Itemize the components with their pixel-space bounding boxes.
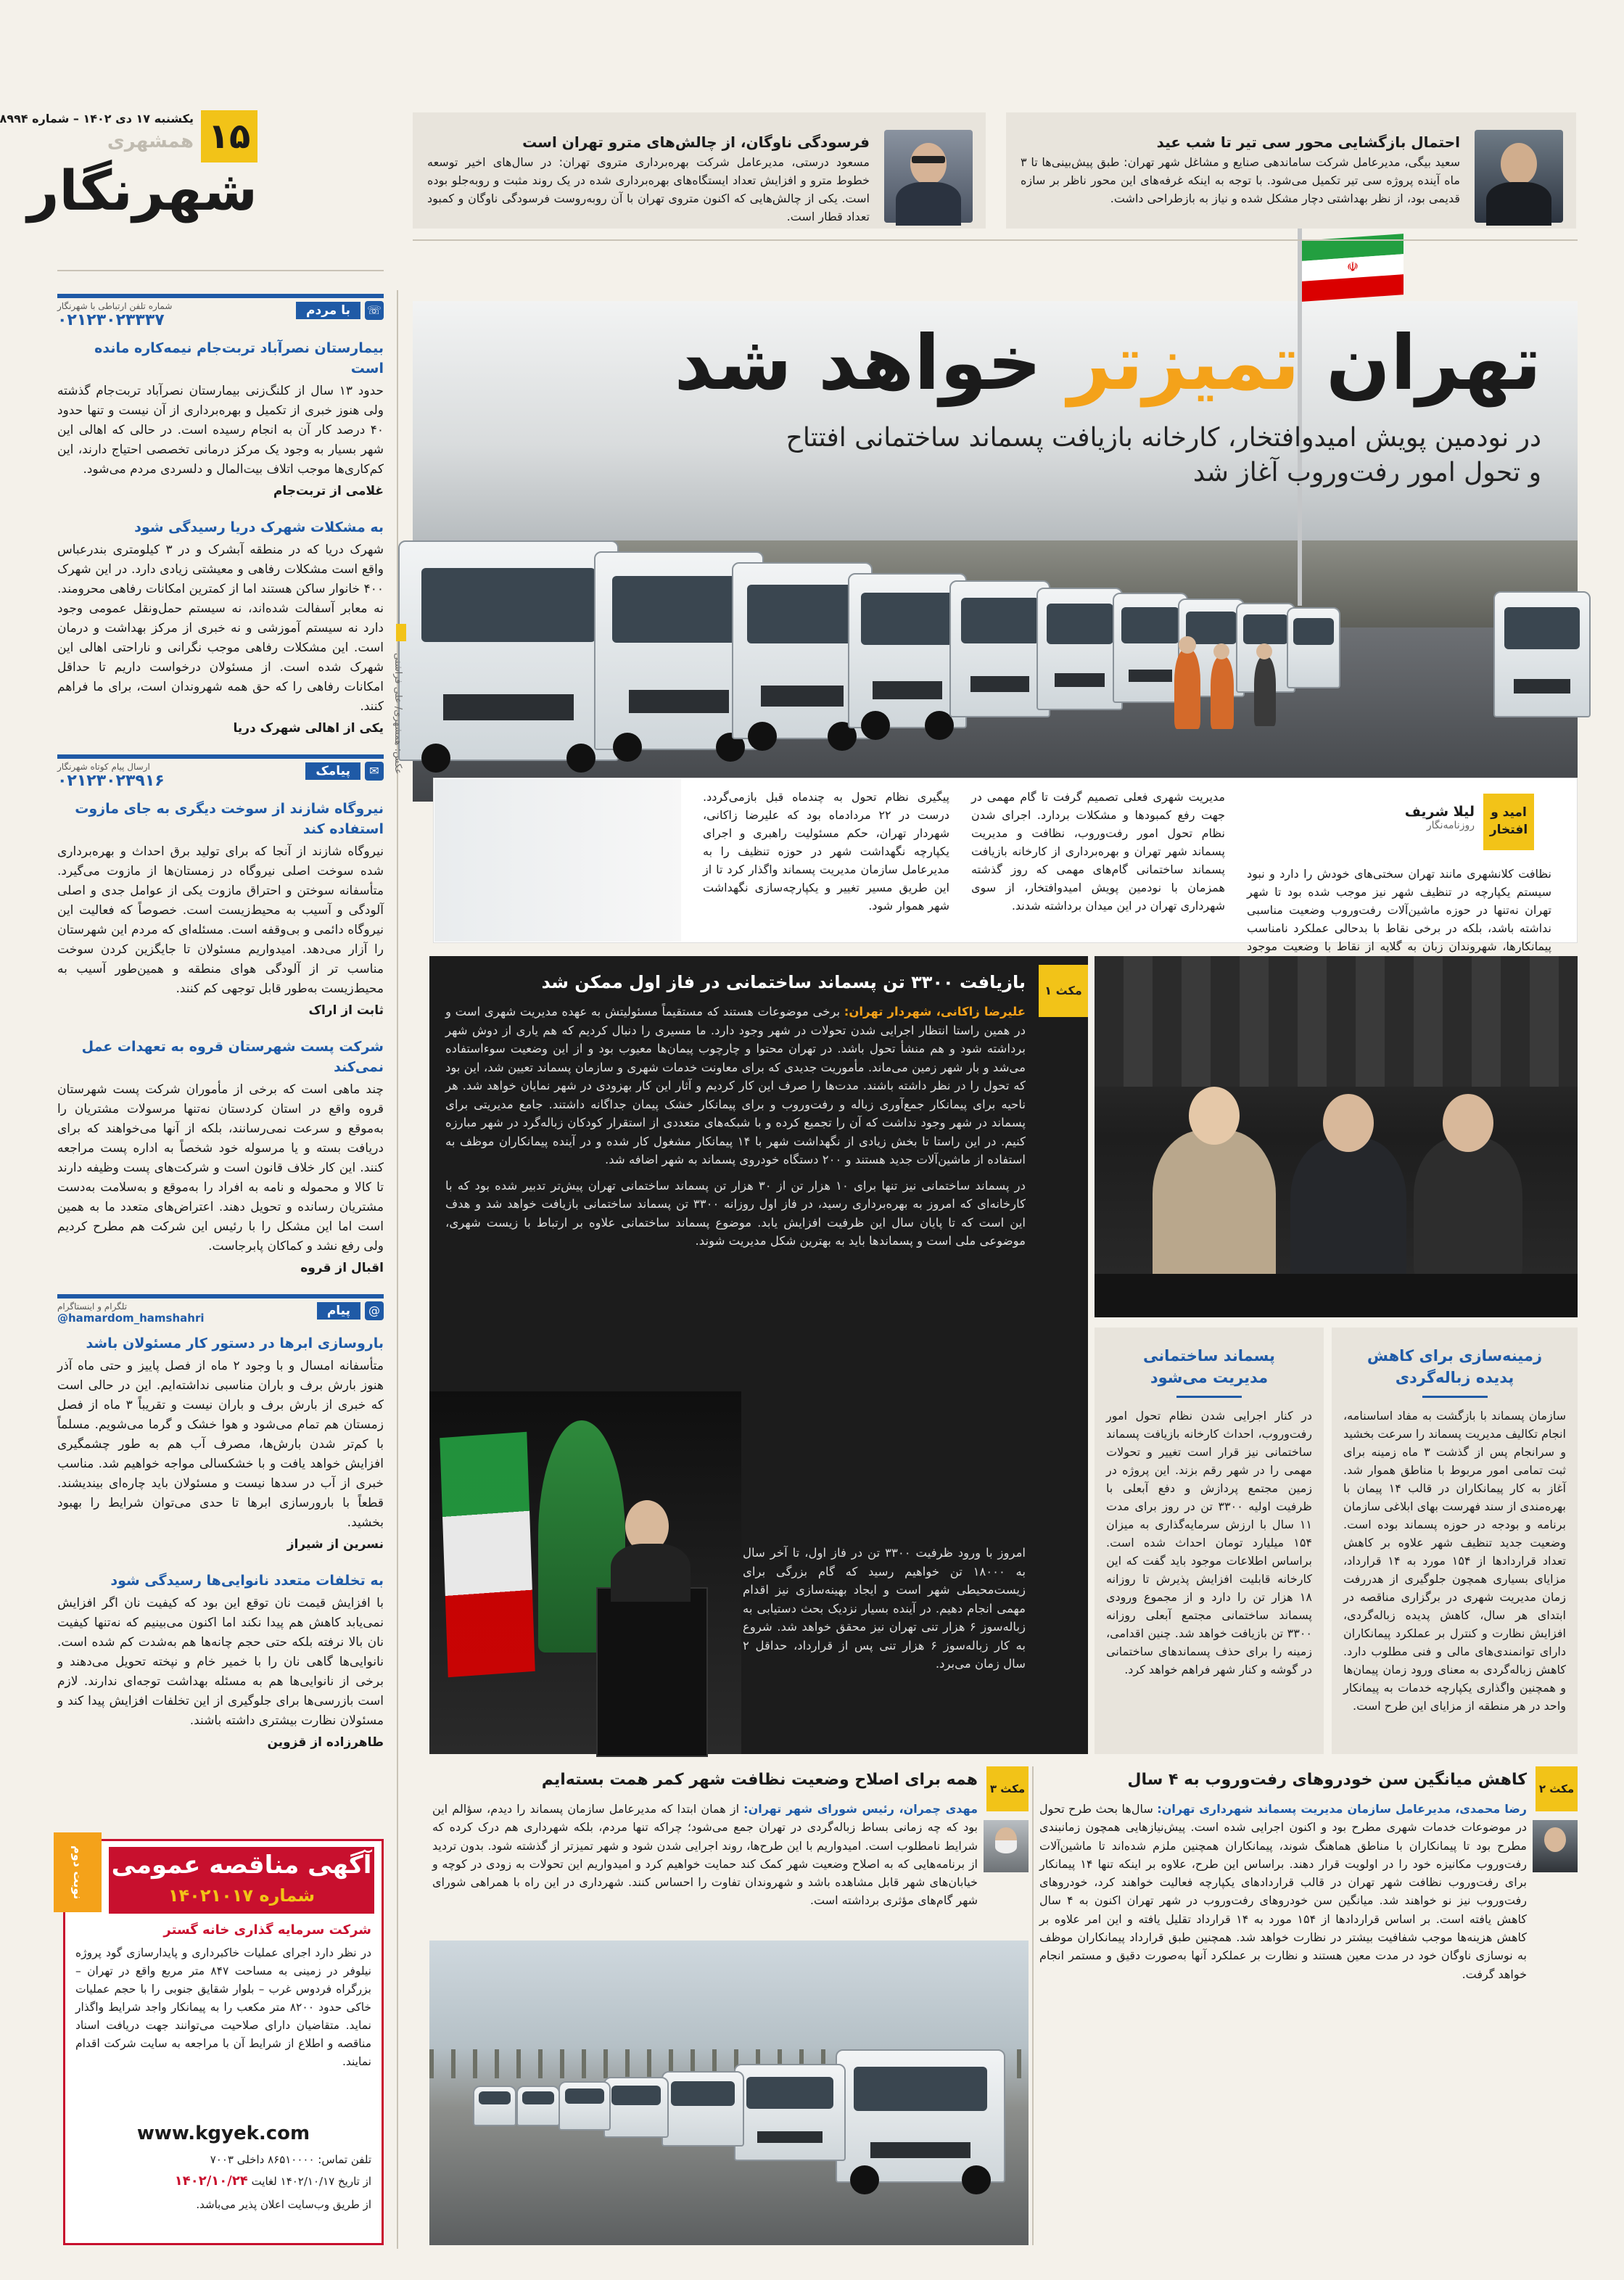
masthead (0, 102, 263, 239)
title-line: پدیده زباله‌گردی (1395, 1369, 1514, 1386)
worker (1211, 657, 1234, 729)
tender-site[interactable]: www.kgyek.com (136, 2123, 310, 2144)
paragraph: مدیریت شهری فعلی تصمیم گرفت تا گام مهمی در جهت رفع کمبودها و مشکلات بردارد. اجرای شدن نظام تحول امور رفت‌وروب، نظافت و مدیریت پسماند شهر تهران و بهره‌برداری از کارخانه بازیافت پسماند ساختمانی گام‌های مهمی که روز گذشته همزمان با نودمین پویش امیدوافتخار، از سوی شهرداری تهران در این میدان برداشته شدند. (971, 790, 1225, 913)
attendee (1153, 1130, 1276, 1290)
paragraph: نظافت کلانشهری مانند تهران سختی‌های خودش را دارد و نبود سیستم یکپارچه در تنظیف شهر نیز موجب شده بود تا شهر تهران نه‌تنها در حوزه ماشین‌آلات رفت‌وروب وضعیت مناسبی نداشته باشد، بلکه در برخی نقاط با بدحالی عملکرد نامناسب پیمانکارها، شهروندان زبان به گلایه از نقاط با وضعیت موجود (1247, 867, 1551, 953)
page-number: ۱۵ (207, 116, 251, 157)
lead-col-1b (971, 788, 1225, 922)
podium (596, 1587, 708, 1757)
tender-title: آگهی مناقصه عمومی (111, 1851, 372, 1880)
item-body: حدود ۱۳ سال از کلنگ‌زنی بیمارستان نصرآباد تربت‌جام گذشته ولی هنوز خبری از تکمیل و بهره‌برداری از آن نیست و تنها حدود ۴۰ درصد کار آن به انجام رسیده است. در حالی که اهالی این شهر بسیار به وجود یک مرکز درمانی تخصصی احتیاج دارند، این کم‌کاری‌ها موجب اتلاف بیت‌المال و دلسردی مردم می‌شود. (57, 384, 384, 477)
sidebar-section-bamardom (57, 294, 384, 736)
paragraph: پیگیری نظام تحول به چندماه قبل بازمی‌گردد. درست در ۲۲ مردادماه بود که علیرضا زاکانی، شهردار تهران، حکم مسئولیت راهبری و اجرای یکپارچه نگهداشت شهر در حوزه تنظیف را به مدیرعامل سازمان مدیریت پسماند واگذار کرد تا از این طریق مسیر تغییر و یکپارچه‌سازی نگهداشت شهر هموار شود. (703, 790, 950, 913)
tender-dates (75, 2173, 371, 2189)
truck (661, 2071, 744, 2147)
title-line: مدیریت می‌شود (1150, 1369, 1269, 1386)
social-handle[interactable]: @hamardom_hamshahri (57, 1312, 205, 1325)
photo-credit: عکس: همشهری/ علی فراشنی (392, 653, 403, 775)
iran-flag-icon (440, 1432, 535, 1677)
title-line: پسماند ساختمانی (1143, 1347, 1275, 1365)
truck (1287, 607, 1340, 688)
body-text: سال‌ها بحث طرح تحول در موضوعات خدمات شهری مطرح بود و اکنون اجرایی شده است. پیش‌نیازهایی همچون زمانبندی مطرح بود تا پیمانکاران با مناطق هماهنگ شوند، پیمانکاران همچنین ملزم شده‌اند تا ماشین‌آلات رفت‌وروب مکانیزه خود را در اولویت قرار دهند. براساس این طرح، علاوه بر اینکه تنها ۱۴ پیمانکار برای رفت‌وروب نظافت شهر تهران در قالب قراردادهای یکپارچه فعالیت خواهند کرد، خودروهای رفت‌وروب نیز نو خواهند شد. میانگین سن خودروهای رفت‌وروب در شهر تهران اکنون به ۴ سال کاهش یافته است. بر اساس قراردادها از ۱۵۴ مورد به ۱۴ قرارداد تقلیل یافته و این امر علاوه بر کاهش هزینه‌ها موجب شفافیت بیشتر در نظارت خواهد شد. همچنین طبق قرارداد پیمانکاران موظف به نوسازی ناوگان خود در مدت معین هستند و نظارت بر عملکرد آنها به‌صورت دقیق و مستمر انجام خواهد گرفت. (1039, 1802, 1527, 1981)
truck (1036, 588, 1123, 710)
phone-icon: ☏ (365, 301, 384, 320)
headline-pre: تهران (1326, 318, 1541, 407)
subtitle-line: و تحول امور رفت‌وروب آغاز شد (1192, 458, 1541, 487)
mekat-label-text: مکث ۱ (1044, 984, 1082, 997)
paragraph (432, 1800, 978, 1910)
paragraph (1039, 1800, 1527, 1983)
headline-highlight: تمیزتر (1068, 318, 1300, 407)
logo-top: همشهری (107, 131, 194, 152)
article-tag (1483, 794, 1534, 850)
truck (398, 540, 619, 761)
top-quote-2 (413, 112, 986, 229)
section-header (57, 294, 384, 329)
worker (1174, 649, 1200, 729)
page-number-badge (201, 110, 257, 162)
mekat-label-text: مکث ۲ (1538, 1782, 1575, 1795)
mekat-label (986, 1766, 1029, 1811)
headline (675, 316, 1541, 410)
truck (949, 580, 1050, 717)
truck (473, 2086, 516, 2126)
tag-line: امید و (1491, 805, 1527, 820)
byline: مهدی چمران، رئیس شورای شهر تهران: (743, 1802, 978, 1816)
item-title: باروسازی ابرها در دستور کار مسئولان باشد (86, 1336, 384, 1351)
sidebar (57, 294, 384, 1795)
phone-caption: تلگرام و اینستاگرام (57, 1301, 128, 1312)
phone-caption: شماره تلفن ارتباطی با شهرنگار (57, 301, 173, 311)
item-body: شهرک دریا که در منطقه آبشرک و در ۳ کیلومتری بندرعباس واقع است مشکلات رفاهی و معیشتی زیادی دارد. در این شهرک ۴۰۰ خانوار ساکن هستند اما از کمترین امکانات رفاهی محرومند. نه معابر آسفالت شده‌اند، نه سیستم حمل‌ونقل عمومی وجود دارد نه سیستم آموزشی و نه خبری از مرکز بهداشت و درمان است. این مشکلات رفاهی موجب نگرانی و ناراحتی اهالی این شهرک شده است. از مسئولان درخواست داریم تا حداقل امکانات رفاهی را که حق همه شهروندان است، برای ما فراهم کنند. (57, 543, 384, 714)
hero-photo (413, 259, 1578, 802)
author-block (1319, 804, 1475, 831)
top-divider (413, 239, 1578, 241)
mekat-title: همه برای اصلاح وضعیت نظافت شهر کمر همت بسته‌ایم (541, 1771, 978, 1789)
headline-post: خواهد شد (674, 318, 1042, 407)
box-body: در کنار اجرایی شدن نظام تحول امور رفت‌وروب، احداث کارخانه بازیافت پسماند ساختمانی نیز قرار است تغییر و تحولات مهمی را در شهر رقم بزند. این پروژه در زمین مجتمع پردازش و دفع آبعلی با ظرفیت اولیه ۳۳۰۰ تن در روز برای مدت ۱۱ سال با ارزش سرمایه‌گذاری به میزان ۱۵۴ میلیارد تومان احداث شده است. براساس اطلاعات موجود باید گفت که این کارخانه قابلیت افزایش پذیرش تا روزانه ۱۸ هزار تن را دارد و از مجموع ورودی پسماند ساختمانی مجتمع آبعلی روزانه ۳۳۰۰ تن بازیافت خواهد شد. چنین اقدامی، زمینه را برای حذف پسماندهای ساختمانی در گوشه و کنار شهر فراهم خواهد کرد. (1106, 1409, 1313, 1676)
speaker-photo (429, 1391, 741, 1754)
headline-subtitle (780, 421, 1541, 490)
tag-line: افتخار (1489, 823, 1528, 837)
box-title (1343, 1345, 1566, 1388)
photo-marker-icon (396, 624, 406, 641)
paragraph: در پسماند ساختمانی نیز تنها برای ۱۰ هزار تن از ۳۰ هزار تن پسماند ساختمانی تهران پیش‌تر تدبیر شده بود که با کارخانه‌ای که امروز به بهره‌برداری رسید، در فاز اول روزانه ۳۳۰۰ تن پسماند ساختمانی بازیافت خواهد شد و هدف این است که تا پایان سال این ظرفیت افزایش یابد. موضوع پسماند ساختمانی علاوه بر ارتباط با زیست شهری، موضوعی ملی است و پسماند‌ها باید به بهترین شکل مدیریت شوند. (445, 1178, 1026, 1248)
byline: علیرضا زاکانی، شهردار تهران: (844, 1005, 1026, 1018)
worker-head (1213, 643, 1229, 659)
item-title: به مشکلات شهرک دریا رسیدگی شود (134, 519, 384, 535)
quote-title: احتمال بازگشایی محور سی تیر تا شب عید (1156, 133, 1460, 151)
paragraph (445, 1003, 1026, 1169)
iran-flag-icon: ☫ (1302, 234, 1404, 302)
item-body: نیروگاه شازند از آنجا که برای تولید برق احداث و بهره‌برداری شده سوخت اصلی نیروگاه در زمستان‌ها از مازوت می‌گیرد. متأسفانه سوختن و احتراق مازوت یکی از عوامل جدی و اصلی آلودگی و آسیب به محیط‌زیست است. خصوصاً که فعالیت این نیروگاه دائمی و بی‌وقفه است. مسئله‌ای که مردم این شهرستان را آزار می‌دهد. امیدواریم مسئولان تا جایگزین کردن سوخت مناسب تر از آلودگی هوای منطقه و همین‌طور آسیب به محیط‌زیست به‌طور قابل توجهی کم کنند. (57, 844, 384, 996)
truck (558, 2081, 611, 2131)
truck (836, 2049, 1005, 2183)
audience-photo (1095, 956, 1578, 1317)
sidebar-section-payam (57, 1294, 384, 1750)
sidebar-section-payamak (57, 754, 384, 1275)
item-title: شرکت پست شهرستان قروه به تعهدات عمل نمی‌کند (81, 1039, 384, 1075)
section-label: با مردم (296, 302, 360, 319)
date-text: ۱۴۰۲/۱۰/۲۴ (174, 2173, 248, 2189)
item-sign: یکی از اهالی شهرک دریا (233, 721, 384, 736)
quote-title: فرسودگی ناوگان، از چالش‌های مترو تهران است (522, 133, 870, 151)
attendee-head (1189, 1087, 1240, 1145)
truck (516, 2086, 560, 2126)
quote-body: مسعود درستی، مدیرعامل شرکت بهره‌برداری متروی تهران: در سال‌های اخیر توسعه خطوط مترو و افزایش تعداد ایستگاه‌های بهره‌برداری شده در یک روند مثبت و روبه‌جلو بوده است. یکی از چالش‌هایی که اکنون متروی تهران با آن روبه‌روست فرسودگی ناوگان و کمبود تعداد قطار است. (427, 155, 870, 223)
item-sign: غلامی از تربت‌جام (273, 484, 384, 498)
subtitle-line: در نودمین پویش امیدوافتخار، کارخانه بازیافت پسماند ساختمانی افتتاح (786, 423, 1541, 453)
worker (1254, 657, 1276, 726)
trucks-lot-photo (429, 1941, 1029, 2245)
item-sign: ثابت از اراک (308, 1003, 384, 1018)
avatar (1533, 1820, 1578, 1872)
phone-number[interactable]: ۰۲۱۲۳۰۲۳۹۱۶ (57, 772, 165, 790)
item-sign: نسرین از شیراز (287, 1537, 384, 1552)
section-header (57, 754, 384, 790)
mekat-label (1039, 965, 1088, 1017)
lead-image-fade (434, 779, 681, 942)
mekat3 (429, 1766, 1029, 1933)
mekat-body (445, 1003, 1026, 1258)
attendee-head (1443, 1094, 1493, 1152)
box-body: سازمان پسماند با بازگشت به مفاد اساسنامه، انجام تکالیف مدیریت پسماند را سرعت بخشید و سرانجام پس از گذشت ۳ ماه زمینه برای ثبت تمامی امور مربوط با مناطق هموار شد. آغاز به کار پیمانکاران در قالب ۱۴ پیمان با بهره‌مندی از سند فهرست بهای ابلاغی سازمان برنامه و بودجه در حوزه پسماند بوده است. وضعیت جدید تنظیف شهر علاوه بر کاهش تعداد قراردادها از ۱۵۴ مورد به ۱۴ قرارداد، مزایای بسیاری همچون جلوگیری از هدررفت زمان مدیریت شهری در برگزاری مناقصه در ابتدای هر سال، کاهش پدیده زباله‌گردی، افزایش نظارت و کنترل بر عملکرد پیمانکاران دارای توانمندی‌های مالی و فنی مطلوب دارد. کاهش زباله‌گردی به معنای ورود زمان پیمان‌ها و همچنین واگذاری یکپارچه خدمات به پیمانکار واحد در هر منطقه از مزایای این طرح است. (1343, 1409, 1567, 1713)
speaker-body (611, 1544, 691, 1602)
mekat-body (432, 1800, 978, 1917)
attendee (1414, 1137, 1522, 1283)
worker-head (1179, 636, 1196, 654)
col-box-2 (1095, 1328, 1324, 1754)
byline: رضا محمدی، مدیرعامل سازمان مدیریت پسماند شهرداری تهران: (1157, 1802, 1527, 1816)
tender-footer: از طریق وب‌سایت اعلان پذیر می‌باشد. (196, 2198, 371, 2211)
logo-main: شهرنگار (27, 158, 257, 223)
tender-number: شماره ۱۴۰۲۱۰۱۷ (168, 1885, 316, 1906)
mekat2 (1036, 1766, 1578, 2245)
truck (1493, 591, 1591, 717)
date-issue: یکشنبه ۱۷ دی ۱۴۰۲ – شماره ۸۹۹۴ (0, 112, 194, 125)
mekat-title: کاهش میانگین سن خودروهای رفت‌وروب به ۴ سال (1127, 1771, 1527, 1789)
tender-phone: تلفن تماس: ۸۶۵۱۰۰۰۰ داخلی ۷۰۰۳ (210, 2153, 371, 2166)
item-sign: طاهرزاده از قزوین (267, 1735, 384, 1750)
col-box-1 (1332, 1328, 1578, 1754)
paragraph: امروز با ورود ظرفیت ۳۳۰۰ تن در فاز اول، تا آخر سال به ۱۸۰۰۰ تن خواهیم رسید که گام بزرگی برای زیست‌محیطی شهر است و ایجاد بهینه‌سازی نیز اقدام مهمی انجام دهیم. در آینده بسیار نزدیک بحث دستیابی به زباله‌سوز ۶ هزار تنی تهران نیز محقق خواهد شد. شروع به کار زباله‌سوز ۶ هزار تنی پس از قرارداد، حداقل ۲ سال زمان می‌برد. (743, 1546, 1026, 1671)
quote-body: سعید بیگی، مدیرعامل شرکت ساماندهی صنایع و مشاغل شهر تهران: طبق پیش‌بینی‌ها تا ۳ ماه آینده پروژه سی تیر تکمیل می‌شود. با توجه به اینکه غرفه‌های این محور ناظر بر سازه قدیمی بود، از نظر بهداشتی دچار مشکل شده و نیاز به بازطراحی داشت. (1021, 155, 1460, 205)
avatar (1475, 130, 1563, 223)
top-quote-1 (1006, 112, 1576, 229)
tender-round-badge (54, 1832, 102, 1912)
title-line: زمینه‌سازی برای کاهش (1367, 1347, 1543, 1365)
avatar (984, 1820, 1029, 1872)
phone-caption: ارسال پیام کوتاه شهرنگار (57, 762, 150, 772)
mekat-body (1039, 1800, 1527, 1991)
section-label: پیامک (305, 762, 360, 780)
phone-number[interactable]: ۰۲۱۲۳۰۲۳۳۳۷ (57, 311, 165, 329)
truck (734, 2064, 846, 2161)
date-text: از تاریخ ۱۴۰۲/۱۰/۱۷ لغایت (251, 2175, 371, 2188)
mekat-title: بازیافت ۳۳۰۰ تن پسماند ساختمانی در فاز اول ممکن شد (541, 972, 1026, 992)
tender-header (109, 1847, 374, 1914)
at-icon: @ (365, 1301, 384, 1320)
body-text: برخی موضوعات هستند که مستقیماً مسئولیتش به عهده مدیریت شهری است و در همین راستا انتظار اجرایی شدن تحولات در شهر وجود دارد. ما مسیری را دنبال کردیم که هم یاری از دوش شهر برداشته شود و هم منشأ تحول باشد. در تهران محتوا و چارچوب پیمان‌ها معیوب بود و از این وضعیت سوءاستفاده می‌شد و بار شهر زمین می‌ماند. مأموریت جدیدی که برای معاونت خدمات شهری و سازمان پسماند تعیین شد، این بود که تحول را در نظر داشته باشند. مدت‌ها را صرف این کار کردیم و آثار این کار بهزودی در شهر نمایان خواهد شد. هر ناحیه برای پیمانکار جمع‌آوری زباله و رفت‌وروب و برای پیمانکار خشک پیمان جداگانه داشتند. جامع مدیریتی برای پسماند در شهر وجود نداشت که آن را تجمیع کرده و با شبکه‌های متعددی از استقرار کودکان زباله‌گرد در شهر مبارزه کنیم. در این راستا تا بخش زیادی از نگهداشت شهر با ۱۴ پیمانکار مشغول کار شده و در آینده پیمانکاران موظف به استفاده از ماشین‌آلات جدید هستند و ۲۰۰ دستگاه خودروی پسماند به شهر اضافه شد. (445, 1005, 1026, 1166)
attendee-head (1323, 1094, 1374, 1152)
sms-icon: ✉ (365, 762, 384, 781)
section-header (57, 1294, 384, 1325)
author-role: روزنامه‌نگار (1426, 820, 1475, 831)
author-name: لیلا شریف (1404, 804, 1475, 820)
mekat1-box (429, 956, 1088, 1754)
item-title: نیروگاه شازند از سوخت دیگری به جای مازوت استفاده کند (75, 801, 384, 837)
section-label: پیام (317, 1302, 360, 1320)
tender-ad (63, 1839, 384, 2245)
bottom-col-divider (1032, 1766, 1034, 2245)
box-title (1106, 1345, 1312, 1388)
item-sign: اقبال از قروه (300, 1261, 384, 1275)
body-text: از همان ابتدا که مدیرعامل سازمان پسماند را دیدم، سؤالم این بود که چه زمانی بساط زباله‌گردی در تهران جمع می‌شود؛ چراکه تنها مردم، بلکه شهرداری هم درک کرده که شرایط نامطلوب است. امیدواریم با این طرح‌ها، روند اجرایی شدن شود و شهر تمیزتر از گذشته شود. بدون تردید از برنامه‌هایی که به اصلاح وضعیت شهر کمک کند حمایت خواهیم کرد و امیدواریم این تحولات به زودی در کوچه و خیابان‌های شهر قابل مشاهده باشد و شهروندان تفاوت را احساس کنند. شهرداری در این راه با همراهی شورای شهر گام‌های مؤثری برداشته است. (432, 1802, 978, 1908)
mekat-label (1536, 1766, 1578, 1811)
item-body: با افزایش قیمت نان توقع این بود که کیفیت نان اگر افزایش نمی‌یابد کاهش هم پیدا نکند اما اکنون می‌بینیم که نه‌تنها کیفیت نان بالا نرفته بلکه حتی حجم چانه‌ها هم به‌شدت کم شده است. نانوایی‌ها گاهی نان را با خمیر خام و نپخته تحویل می‌دهند و برخی از نانوایی‌ها هم به مسئله بهداشت توجه‌ای ندارند. لازم است بازرسی‌ها برای جلوگیری از این تخلفات افزایش پیدا کند و مسئولان نظارت بیشتری داشته باشند. (57, 1596, 384, 1728)
tender-body: در نظر دارد اجرای عملیات خاکبرداری و پایدارسازی گود پروژه نیلوفر در زمینی به مساحت ۸۴۷ متر مربع واقع در تهران – بزرگراه فردوس غرب – بلوار شقایق جنوبی را با حجم عملیات خاکی حدود ۸۲۰۰ متر مکعب را به پیمانکار واجد شرایط واگذار نماید. متقاضیان دارای صلاحیت می‌توانند جهت دریافت اسناد مناقصه و اطلاع از شرایط آن با مراجعه به سایت شرکت اقدام نمایند. (75, 1946, 371, 2068)
attendee (1290, 1137, 1406, 1290)
mekat-label-text: مکث ۳ (989, 1782, 1026, 1795)
item-body: چند ماهی است که برخی از مأموران شرکت پست شهرستان قروه واقع در استان کردستان نه‌تنها مرسولات مشتریان را به‌موقع و سرعت نمی‌رسانند، بلکه از آنها می‌خواهند که برای دریافت بسته و یا مرسوله خود شخصاً به اداره پست مراجعه کنند. این کار خلاف قانون است و شرکت‌های پست وظیفه دارند تا کالا و محموله و نامه به افراد را به‌موقع و به‌سلامت به‌دست مشتریان رسانده و تحویل دهند. اعتراض‌های متعدد ما به همین است اما این مشکل را با رئیس این شرکت هم مطرح کردیم ولی رفع نشد و کماکان پابرجاست. (57, 1082, 384, 1254)
tender-company: شرکت سرمایه گذاری خانه گستر (163, 1922, 371, 1938)
mekat-body-narrow (743, 1544, 1026, 1681)
worker-head (1256, 643, 1272, 659)
item-body: متأسفانه امسال و با وجود ۲ ماه از فصل پاییز و حتی ماه آذر هنوز بارش برف و باران مناسبی نداشته‌ایم. این در حالی است که خبری از بارش برف و باران نیست و تقریباً ۳ ماه از فصل زمستان هم تمام می‌شود و هوا خشک و گرما می‌شویم. مسلماً با کم‌تر شدن بارش‌ها، مصرف آب هم به طور چشمگیری افزایش خواهد یافت و با خشکسالی مواجه خواهیم شد. مناسب خبری از آب در سدها نیست و مسئولان باید چاره‌ای بیندیشند. قطعاً با بارورسازی ابرها تا حدی می‌توان شرایط را بهبود بخشید. (57, 1359, 384, 1530)
seat-row (1095, 1274, 1578, 1317)
truck (603, 2077, 669, 2138)
item-title: بیمارستان نصرآباد تربت‌جام نیمه‌کاره مانده است (94, 340, 384, 376)
item-title: به تخلفات متعدد نانوایی‌ها رسیدگی شود (110, 1573, 384, 1589)
sidebar-top-divider (57, 270, 384, 271)
lead-col-3 (703, 788, 949, 922)
round-text: نوبت دوم (71, 1845, 85, 1900)
avatar (884, 130, 973, 223)
